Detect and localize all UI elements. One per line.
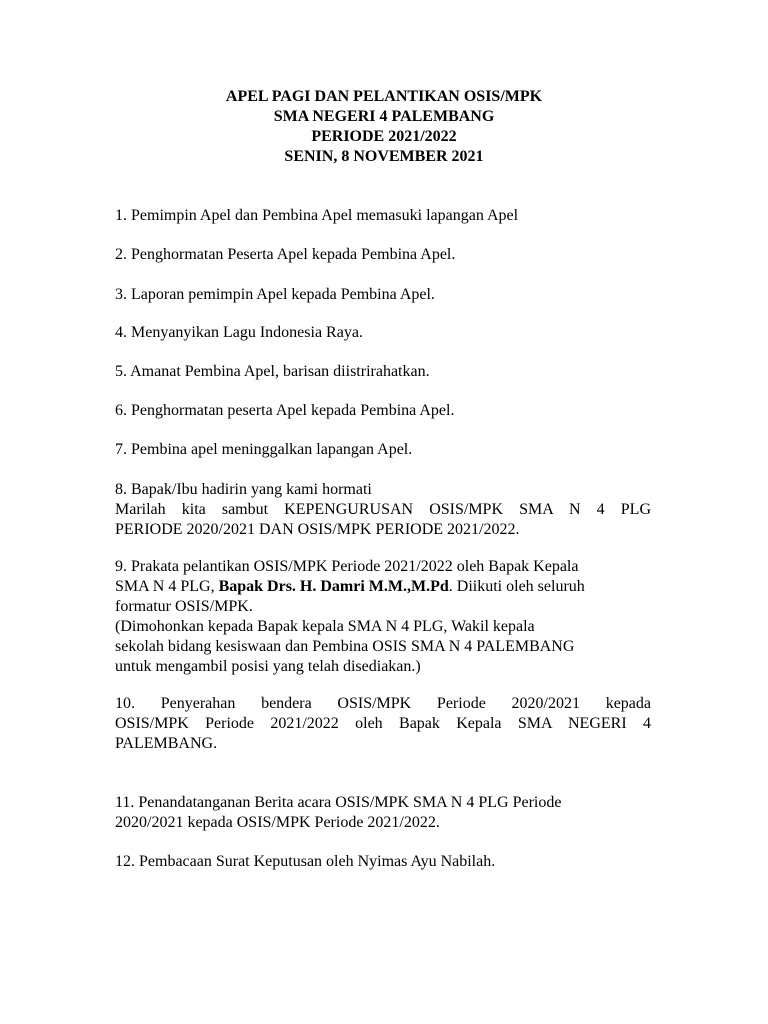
agenda-item-10: 10. Penyerahan bendera OSIS/MPK Periode 2020/2021 kepada OSIS/MPK Periode 2021/2022 oleh Bapak Kepala SMA NEGERI 4 PALEMBANG.: [115, 695, 651, 752]
agenda-item-4: 4. Menyanyikan Lagu Indonesia Raya.: [115, 324, 363, 341]
agenda-item-5: 5. Amanat Pembina Apel, barisan diistrirahatkan.: [115, 363, 430, 380]
header-school: SMA NEGERI 4 PALEMBANG: [273, 108, 495, 125]
officiant-name: Bapak Drs. H. Damri M.M.,M.Pd: [218, 578, 449, 595]
header-period: PERIODE 2021/2022: [311, 128, 457, 145]
agenda-item-7: 7. Pembina apel meninggalkan lapangan Apel.: [115, 441, 413, 458]
header-title: APEL PAGI DAN PELANTIKAN OSIS/MPK: [225, 88, 543, 105]
agenda-item-9: 9. Prakata pelantikan OSIS/MPK Periode 2021/2022 oleh Bapak Kepala SMA N 4 PLG, Bapak Drs. H. Damri M.M.,M.Pd. Diikuti oleh seluruh formatur OSIS/MPK. (Dimohonkan kepada Bapak kepala SMA N 4 PLG, Wakil kepala sekolah bidang kesiswaan dan Pembina OSIS SMA N 4 PALEMBANG untuk mengambil posisi yang telah disediakan.): [115, 558, 585, 675]
agenda-item-1: 1. Pemimpin Apel dan Pembina Apel memasuki lapangan Apel: [115, 207, 519, 224]
document-header: [0, 87, 768, 167]
agenda-item-12: 12. Pembacaan Surat Keputusan oleh Nyimas Ayu Nabilah.: [115, 853, 496, 870]
agenda-item-8: 8. Bapak/Ibu hadirin yang kami hormati Marilah kita sambut KEPENGURUSAN OSIS/MPK SMA N 4 PLG PERIODE 2020/2021 DAN OSIS/MPK PERIODE 2021/2022.: [115, 481, 651, 538]
agenda-item-11: 11. Penandatanganan Berita acara OSIS/MPK SMA N 4 PLG Periode 2020/2021 kepada OSIS/MPK Periode 2021/2022.: [115, 794, 562, 831]
agenda-item-3: 3. Laporan pemimpin Apel kepada Pembina Apel.: [115, 286, 435, 303]
header-date: SENIN, 8 NOVEMBER 2021: [284, 148, 484, 165]
agenda-item-6: 6. Penghormatan peserta Apel kepada Pembina Apel.: [115, 402, 455, 419]
agenda-item-2: 2. Penghormatan Peserta Apel kepada Pembina Apel.: [115, 246, 456, 263]
